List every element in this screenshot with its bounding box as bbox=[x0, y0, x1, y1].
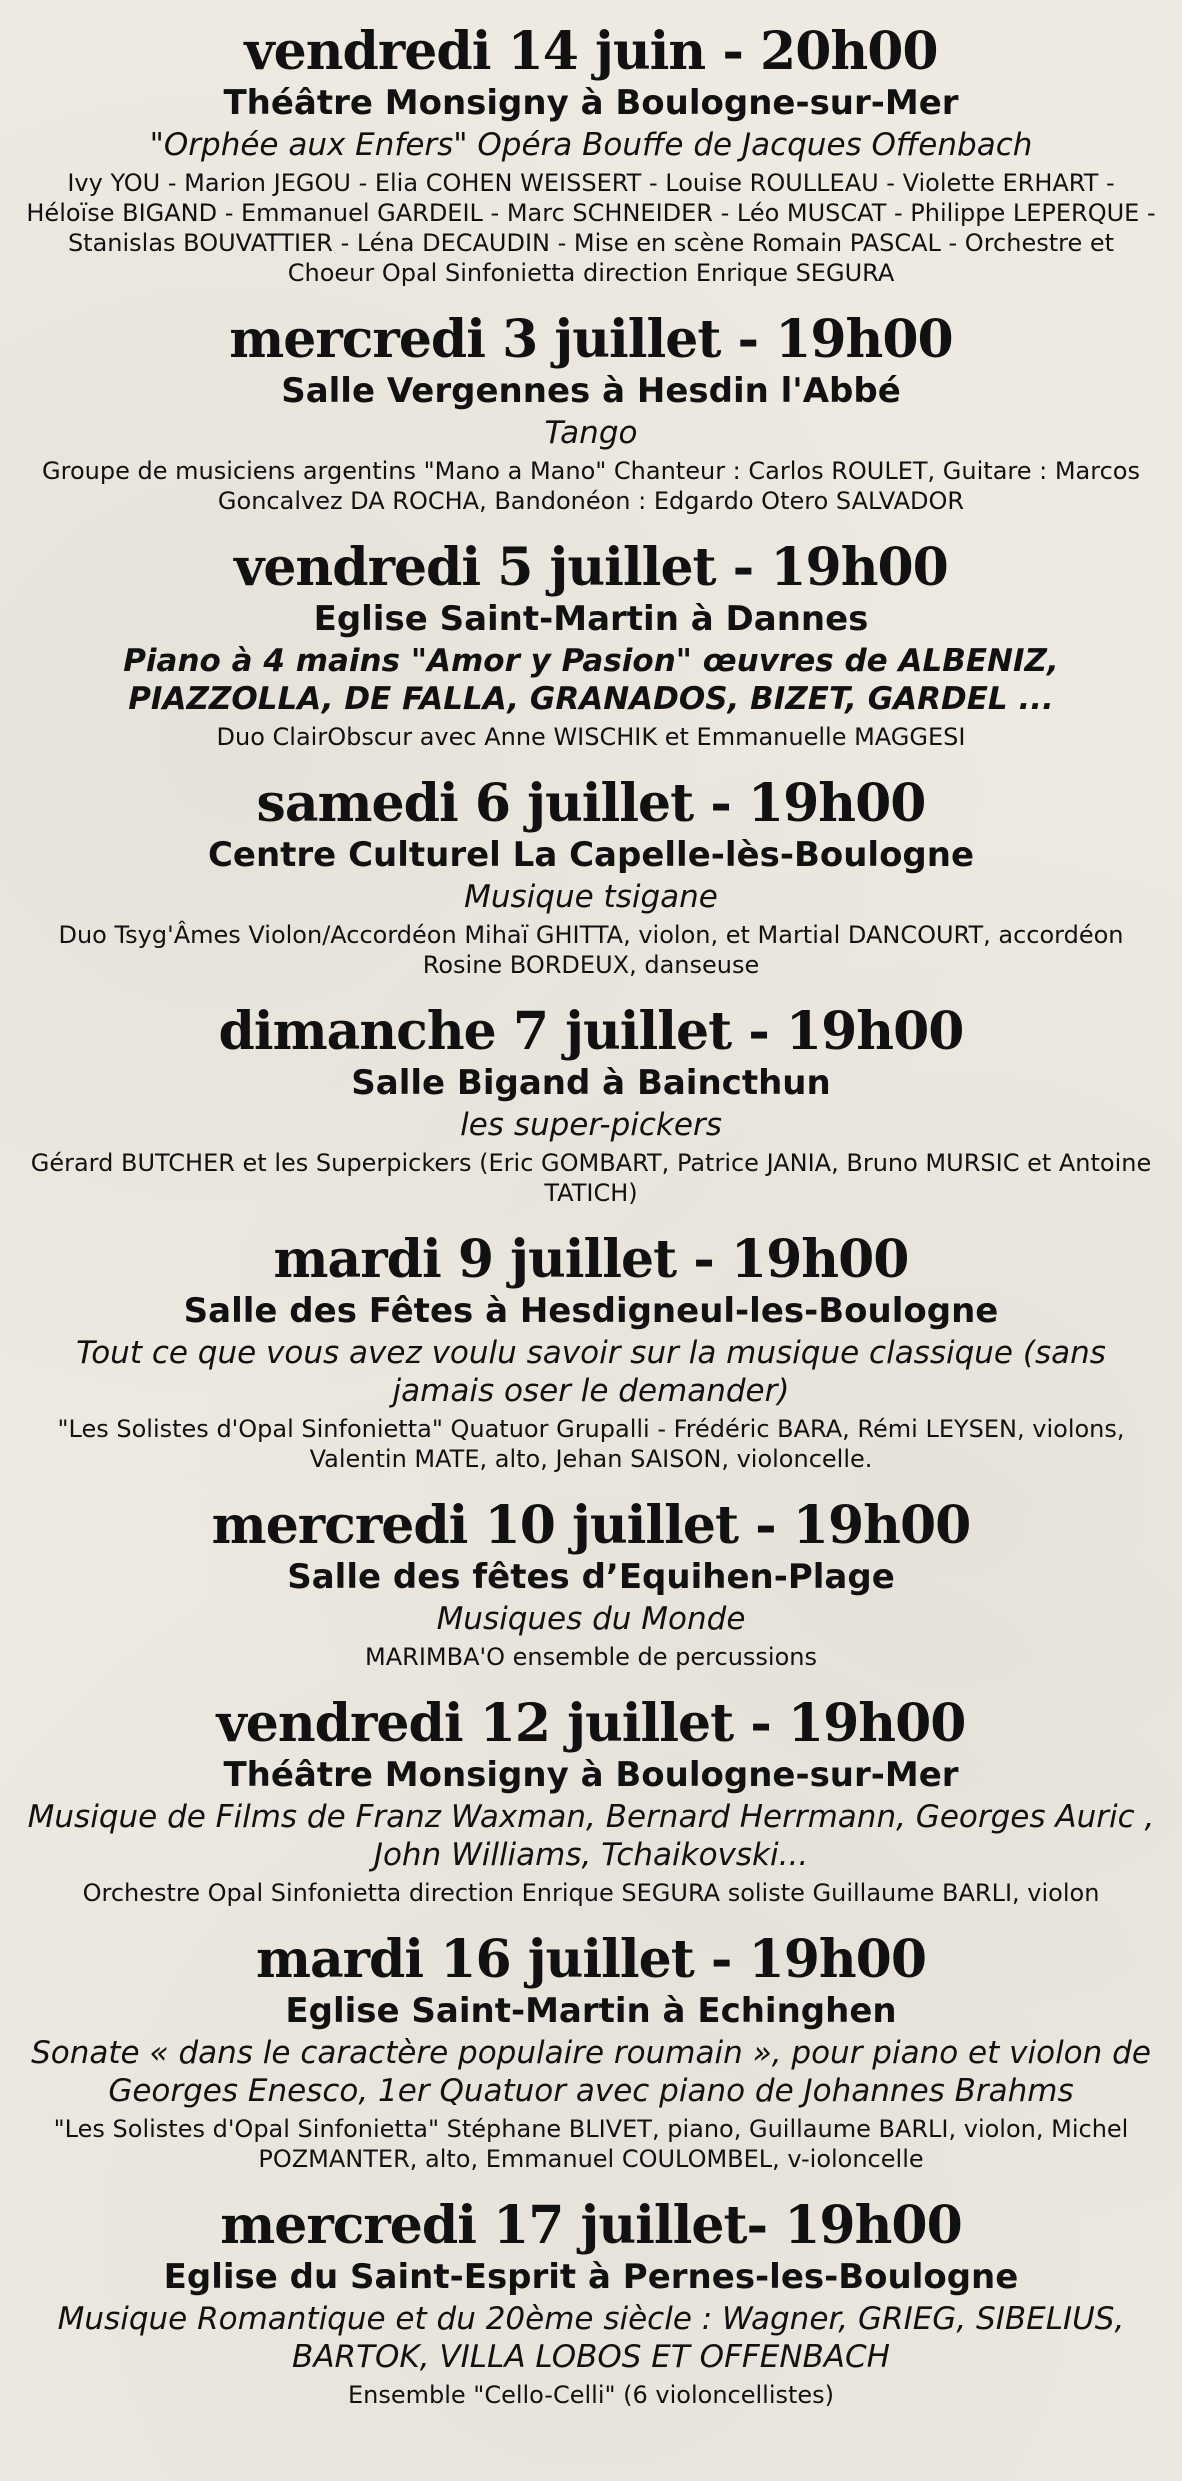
event-date: mercredi 10 juillet - 19h00 bbox=[211, 1495, 971, 1556]
event-title: Piano à 4 mains "Amor y Pasion" œuvres de ALBENIZ, PIAZZOLLA, DE FALLA, GRANADOS, BIZET, GARDEL ... bbox=[123, 643, 1059, 717]
event-venue: Centre Culturel La Capelle-lès-Boulogne bbox=[207, 835, 975, 875]
event-8 bbox=[22, 1694, 1160, 1908]
event-venue: Eglise du Saint-Esprit à Pernes-les-Boulogne bbox=[163, 2257, 1019, 2297]
event-performers: "Les Solistes d'Opal Sinfonietta" Stéphane BLIVET, piano, Guillaume BARLI, violon, Michel POZMANTER, alto, Emmanuel COULOMBEL, v-ioloncelle bbox=[53, 2115, 1129, 2173]
event-date: mercredi 17 juillet- 19h00 bbox=[220, 2195, 962, 2256]
event-performers: Groupe de musiciens argentins "Mano a Mano" Chanteur : Carlos ROULET, Guitare : Marcos Goncalvez DA ROCHA, Bandonéon : Edgardo Otero SALVADOR bbox=[42, 457, 1140, 515]
event-venue: Théâtre Monsigny à Boulogne-sur-Mer bbox=[223, 1755, 959, 1795]
event-title: Sonate « dans le caractère populaire roumain », pour piano et violon de Georges Enesco, 1er Quatuor avec piano de Johannes Brahms bbox=[31, 2035, 1151, 2109]
event-4 bbox=[22, 774, 1160, 980]
event-performers: Duo ClairObscur avec Anne WISCHIK et Emmanuelle MAGGESI bbox=[216, 723, 966, 751]
event-1 bbox=[22, 22, 1160, 288]
event-3 bbox=[22, 538, 1160, 752]
event-title: les super-pickers bbox=[460, 1107, 722, 1143]
event-title: Musique Romantique et du 20ème siècle : Wagner, GRIEG, SIBELIUS, BARTOK, VILLA LOBOS ET OFFENBACH bbox=[57, 2301, 1125, 2375]
event-date: vendredi 14 juin - 20h00 bbox=[244, 21, 938, 82]
event-venue: Eglise Saint-Martin à Dannes bbox=[313, 599, 869, 639]
event-date: samedi 6 juillet - 19h00 bbox=[256, 773, 926, 834]
event-performers: Ensemble "Cello-Celli" (6 violoncellistes) bbox=[347, 2381, 835, 2409]
event-performers: Duo Tsyg'Âmes Violon/Accordéon Mihaï GHITTA, violon, et Martial DANCOURT, accordéon Rosine BORDEUX, danseuse bbox=[58, 921, 1124, 979]
event-date: vendredi 5 juillet - 19h00 bbox=[234, 537, 948, 598]
event-5 bbox=[22, 1002, 1160, 1208]
event-9 bbox=[22, 1930, 1160, 2174]
event-6 bbox=[22, 1230, 1160, 1474]
event-venue: Salle des fêtes d’Equihen-Plage bbox=[287, 1557, 895, 1597]
event-performers: Orchestre Opal Sinfonietta direction Enrique SEGURA soliste Guillaume BARLI, violon bbox=[82, 1879, 1100, 1907]
event-date: dimanche 7 juillet - 19h00 bbox=[218, 1001, 964, 1062]
event-title: Musique tsigane bbox=[464, 879, 718, 915]
event-performers: Gérard BUTCHER et les Superpickers (Eric GOMBART, Patrice JANIA, Bruno MURSIC et Antoine TATICH) bbox=[30, 1149, 1152, 1207]
event-title: "Orphée aux Enfers" Opéra Bouffe de Jacques Offenbach bbox=[149, 127, 1033, 163]
event-title: Tout ce que vous avez voulu savoir sur la musique classique (sans jamais oser le demander) bbox=[76, 1335, 1106, 1409]
event-date: mardi 16 juillet - 19h00 bbox=[255, 1929, 927, 1990]
event-performers: MARIMBA'O ensemble de percussions bbox=[365, 1643, 817, 1671]
event-date: mercredi 3 juillet - 19h00 bbox=[229, 309, 953, 370]
event-7 bbox=[22, 1496, 1160, 1672]
event-title: Musiques du Monde bbox=[436, 1601, 746, 1637]
event-performers: "Les Solistes d'Opal Sinfonietta" Quatuor Grupalli - Frédéric BARA, Rémi LEYSEN, violons, Valentin MATE, alto, Jehan SAISON, violoncelle. bbox=[57, 1415, 1125, 1473]
event-10 bbox=[22, 2196, 1160, 2410]
event-venue: Salle Vergennes à Hesdin l'Abbé bbox=[281, 371, 901, 411]
event-venue: Salle Bigand à Baincthun bbox=[351, 1063, 831, 1103]
event-2 bbox=[22, 310, 1160, 516]
event-venue: Salle des Fêtes à Hesdigneul-les-Boulogne bbox=[183, 1291, 999, 1331]
event-venue: Eglise Saint-Martin à Echinghen bbox=[285, 1991, 897, 2031]
event-venue: Théâtre Monsigny à Boulogne-sur-Mer bbox=[223, 83, 959, 123]
event-title: Musique de Films de Franz Waxman, Bernard Herrmann, Georges Auric , John Williams, Tchaikovski... bbox=[27, 1799, 1155, 1873]
event-date: vendredi 12 juillet - 19h00 bbox=[216, 1693, 966, 1754]
event-performers: Ivy YOU - Marion JEGOU - Elia COHEN WEISSERT - Louise ROULLEAU - Violette ERHART - Héloïse BIGAND - Emmanuel GARDEIL - Marc SCHNEIDER - Léo MUSCAT - Philippe LEPERQUE - Stanislas BOUVATTIER - Léna DECAUDIN - Mise en scène Romain PASCAL - Orchestre et Choeur Opal Sinfonietta direction Enrique SEGURA bbox=[26, 169, 1156, 287]
event-title: Tango bbox=[544, 415, 638, 451]
event-date: mardi 9 juillet - 19h00 bbox=[273, 1229, 909, 1290]
